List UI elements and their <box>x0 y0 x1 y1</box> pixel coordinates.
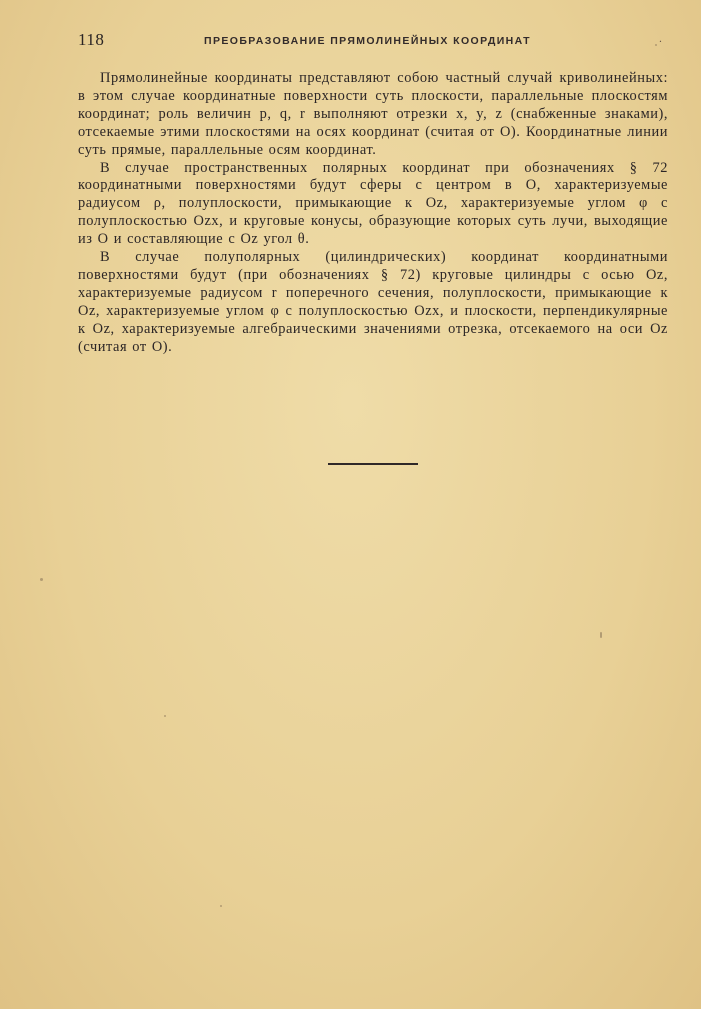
body-text <box>78 70 668 357</box>
paragraph-polar: В случае пространственных полярных координат при обозначениях § 72 координатными поверхностями будут сферы с центром в O, характеризуемые радиусом ρ, полуплоскости, примыкающие к Oz, характеризуемые углом φ с полуплоскостью Ozx, и круговые конусы, образующие которых суть лучи, выходящие из O и составляющие с Oz угол θ. <box>78 159 668 248</box>
running-header <box>78 30 668 52</box>
end-rule <box>328 463 418 465</box>
paper-speck <box>164 715 166 717</box>
corner-mark: . <box>658 34 662 45</box>
paper-speck <box>220 905 222 907</box>
paper-speck <box>40 578 43 581</box>
paragraph-rectilinear: Прямолинейные координаты представляют собою частный случай криволинейных: в этом случае координатные поверхности суть плоскости, параллельные плоскостям координат; роль величин p, q, r выполняют отрезки x, y, z (снабженные знаками), отсекаемые этими плоскостями на осях координат (считая от O). Координатные линии суть прямые, параллельные осям координат. <box>78 70 668 158</box>
paper-speck <box>600 632 602 638</box>
running-title: ПРЕОБРАЗОВАНИЕ ПРЯМОЛИНЕЙНЫХ КООРДИНАТ <box>204 35 531 47</box>
paragraph-cylindrical: В случае полуполярных (цилиндрических) координат координатными поверхностями будут (при обозначениях § 72) круговые цилиндры с осью Oz, характеризуемые радиусом r поперечного сечения, полуплоскости, примыкающие к Oz, характеризуемые углом φ с полуплоскостью Ozx, и плоскости, перпендикулярные к Oz, характеризуемые алгебраическими значениями отрезка, отсекаемого на оси Oz (считая от O). <box>78 249 668 355</box>
paper-speck <box>655 44 657 46</box>
page-number: 118 <box>78 30 105 49</box>
